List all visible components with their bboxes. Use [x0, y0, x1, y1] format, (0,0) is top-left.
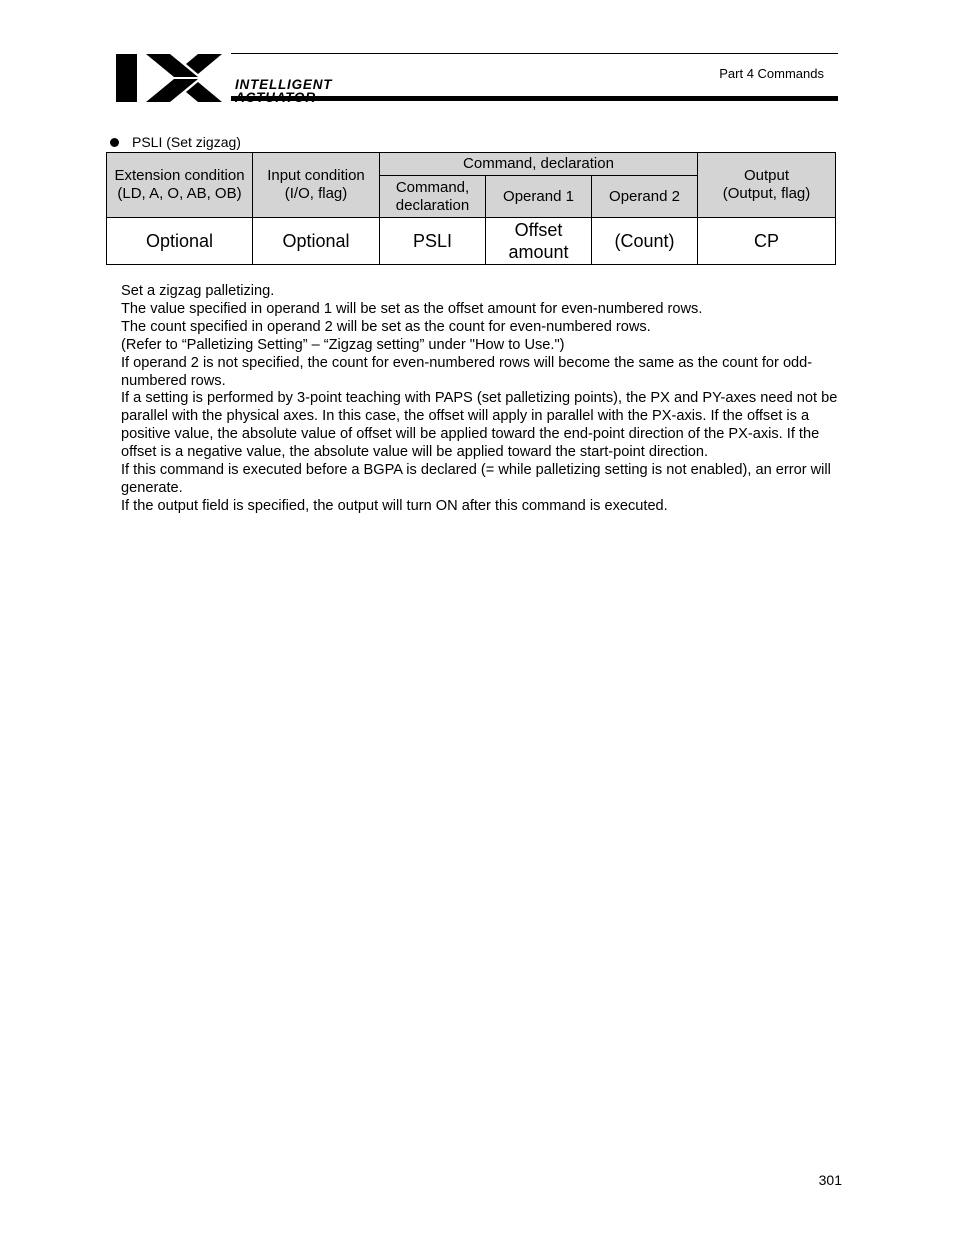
table-row [107, 218, 836, 265]
header-rule-thin [231, 53, 838, 54]
description-paragraph: If a setting is performed by 3-point teaching with PAPS (set palletizing points), the PX and PY-axes need not be parallel with the physical axes. In this case, the offset will apply in parallel with the PX-axis. If the offset is a positive value, the absolute value of offset will be applied toward the end-point direction of the PX-axis. If the offset is a negative value, the absolute value will be applied toward the start-point direction. [121, 390, 838, 461]
header-operand-2: Operand 2 [592, 176, 698, 218]
description-paragraph: The value specified in operand 1 will be set as the offset amount for even-numbered rows. [121, 300, 703, 317]
cell-extension: Optional [107, 218, 253, 265]
header-command: Command, declaration [380, 176, 486, 218]
description-paragraph: (Refer to “Palletizing Setting” – “Zigzag setting” under "How to Use.") [121, 336, 565, 353]
command-table [106, 152, 836, 265]
header-input-condition: Input condition (I/O, flag) [253, 153, 380, 218]
description [121, 283, 843, 516]
header-section-title: Part 4 Commands [719, 66, 824, 81]
header-extension-condition: Extension condition (LD, A, O, AB, OB) [107, 153, 253, 218]
description-paragraph: Set a zigzag palletizing. [121, 283, 275, 299]
header-operand-1: Operand 1 [486, 176, 592, 218]
cell-output: CP [698, 218, 836, 265]
cell-operand-2: (Count) [592, 218, 698, 265]
description-paragraph: If this command is executed before a BGPA is declared (= while palletizing setting is not enabled), an error will generate. [121, 462, 831, 496]
header-rule-thick [231, 96, 838, 101]
header-command-declaration-group: Command, declaration [380, 153, 698, 176]
section-title [110, 134, 241, 150]
description-paragraph: If the output field is specified, the output will turn ON after this command is executed. [121, 497, 668, 514]
logo-line1: INTELLIGENT [235, 77, 333, 92]
cell-command: PSLI [380, 218, 486, 265]
page-number: 301 [818, 1172, 842, 1188]
description-paragraph: If operand 2 is not specified, the count for even-numbered rows will become the same as the count for odd-numbered rows. [121, 354, 813, 389]
bullet-icon [110, 138, 119, 147]
cell-operand-1: Offset amount [486, 218, 592, 265]
section-title-text: PSLI (Set zigzag) [132, 134, 241, 150]
cell-input: Optional [253, 218, 380, 265]
header-output: Output (Output, flag) [698, 153, 836, 218]
description-paragraph: The count specified in operand 2 will be set as the count for even-numbered rows. [121, 318, 651, 335]
